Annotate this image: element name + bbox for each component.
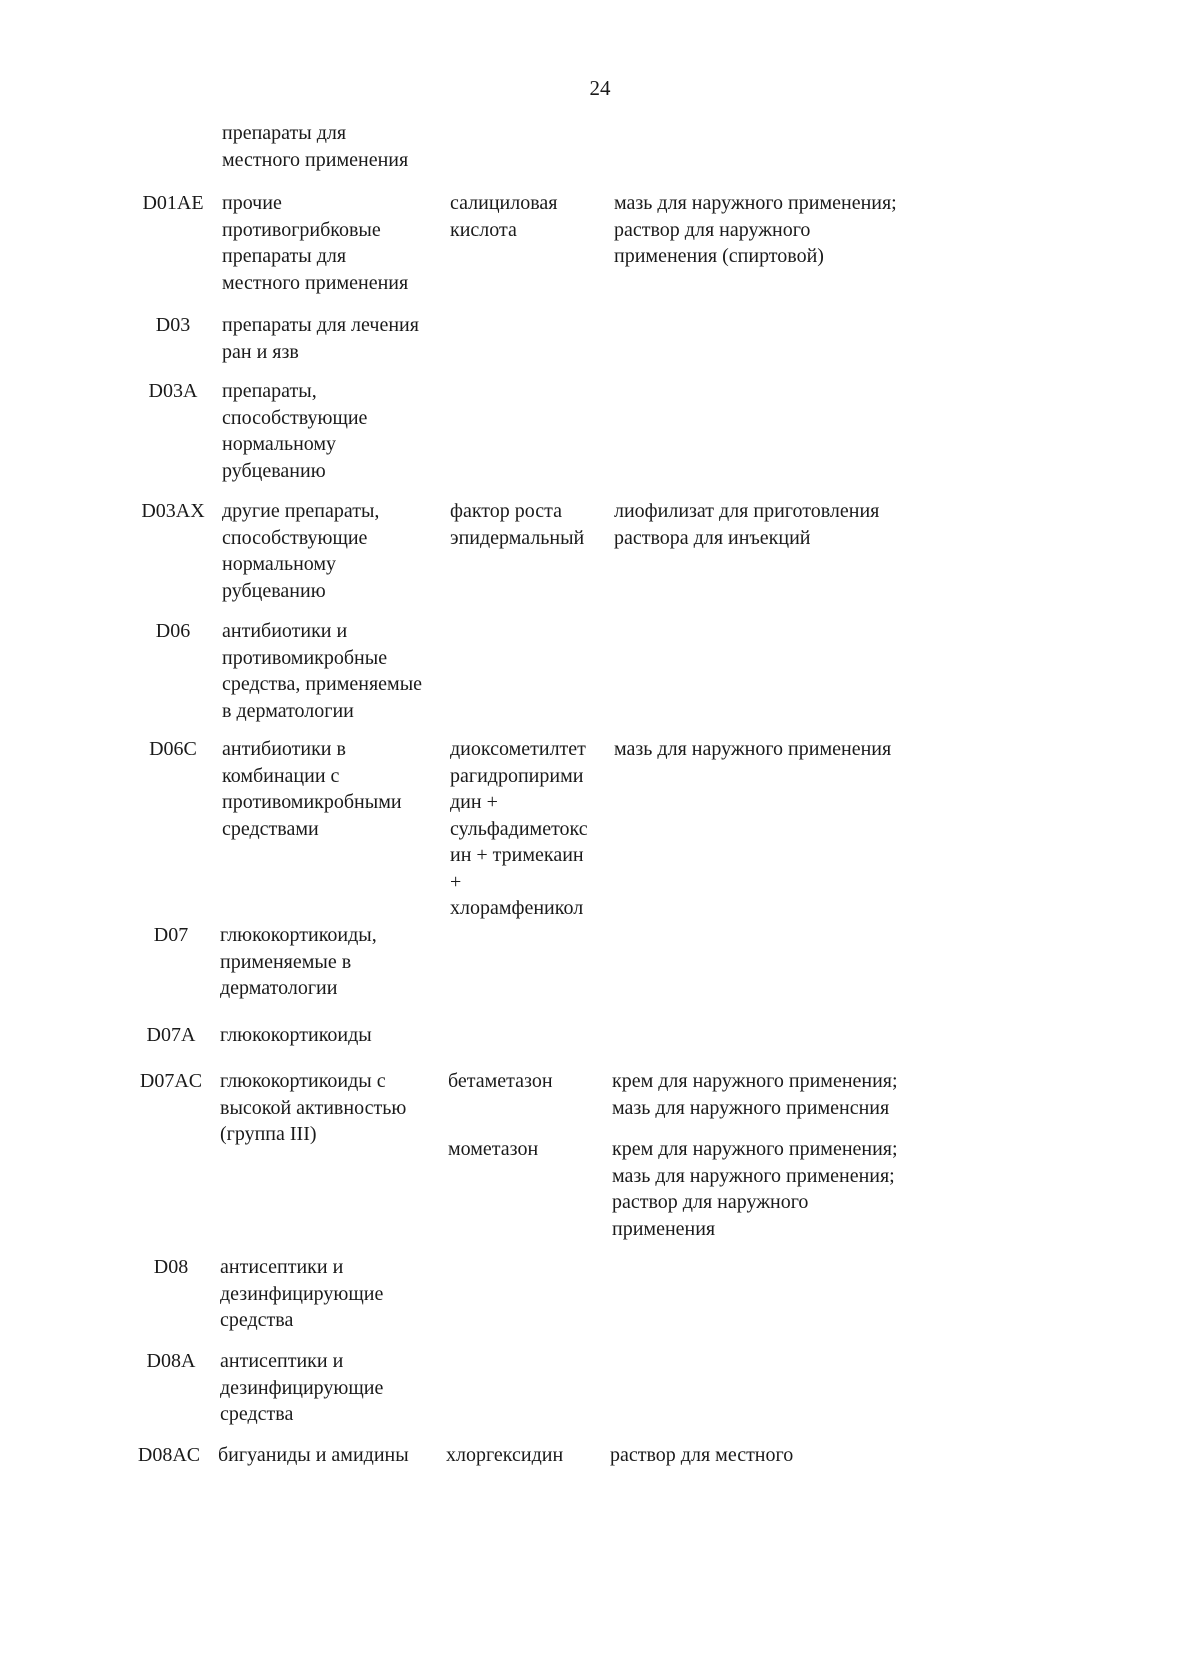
row-group: бигуаниды и амидины — [218, 1444, 409, 1466]
row-group: антисептики и дезинфицирующие средства — [220, 1256, 384, 1331]
row-inn: мометазон — [448, 1138, 539, 1160]
row-group: препараты для лечения ран и язв — [222, 314, 419, 363]
row-group: антибиотики в комбинации с противомикробными средствами — [222, 738, 402, 840]
row-code: D08A — [146, 1350, 196, 1372]
page-number: 24 — [589, 76, 611, 100]
row-code: D08 — [153, 1256, 189, 1278]
row-inn: фактор роста эпидермальный — [450, 500, 585, 549]
row-inn: хлоргексидин — [446, 1444, 564, 1466]
row-inn: бетаметазон — [448, 1070, 553, 1092]
row-code: D03AX — [141, 500, 205, 522]
row-dosage-form: крем для наружного применения; мазь для наружного применения; раствор для наружного применения — [612, 1138, 898, 1240]
row-group: глюкокортикоиды — [220, 1024, 372, 1046]
row-group: глюкокортикоиды, применяемые в дерматологии — [220, 924, 377, 999]
row-code: D03 — [155, 314, 191, 336]
row-code: D07A — [146, 1024, 196, 1046]
row-code: D06C — [149, 738, 197, 760]
row-dosage-form: крем для наружного применения; мазь для наружного применсния — [612, 1070, 898, 1119]
row-dosage-form: мазь для наружного применения — [614, 738, 892, 760]
row-group: препараты, способствующие нормальному рубцеванию — [222, 380, 368, 482]
row-group: другие препараты, способствующие нормальному рубцеванию — [222, 500, 380, 602]
row-code: D07AC — [139, 1070, 203, 1092]
row-group: антибиотики и противомикробные средства, применяемые в дерматологии — [222, 620, 423, 722]
row-group: антисептики и дезинфицирующие средства — [220, 1350, 384, 1425]
row-group: прочие противогрибковые препараты для местного применения — [222, 192, 409, 294]
row-code: D06 — [155, 620, 191, 642]
row-dosage-form: мазь для наружного применения; раствор для наружного применения (спиртовой) — [614, 192, 897, 267]
row-group: препараты для местного применения — [222, 122, 409, 171]
row-code: D01AE — [142, 192, 204, 214]
row-code: D03A — [148, 380, 198, 402]
row-dosage-form: раствор для местного — [610, 1444, 794, 1466]
row-inn: диоксометилтет рагидропирими дин + сульфадиметокс ин + тримекаин + хлорамфеникол — [450, 738, 588, 919]
row-code: D07 — [153, 924, 189, 946]
row-code: D08AC — [137, 1444, 201, 1466]
row-dosage-form: лиофилизат для приготовления раствора для инъекций — [614, 500, 880, 549]
row-inn: салициловая кислота — [450, 192, 558, 241]
row-group: глюкокортикоиды с высокой активностью (группа III) — [220, 1070, 407, 1145]
